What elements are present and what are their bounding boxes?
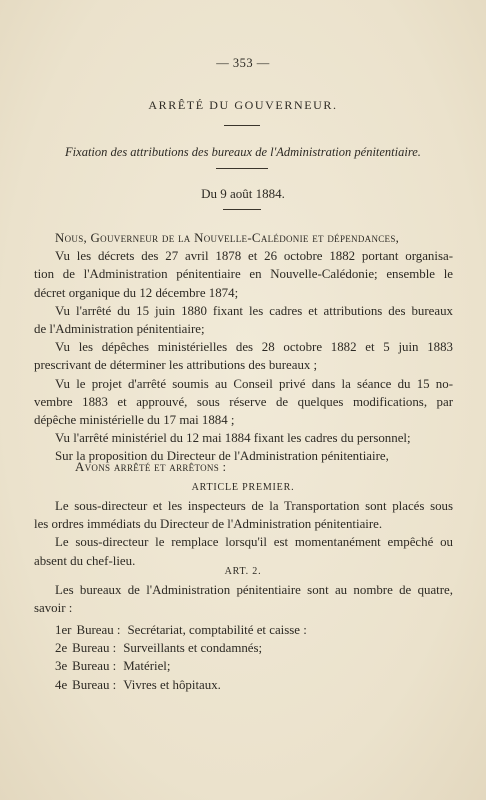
- visa-line: tion de l'Administration pénitentiaire en Nouvelle-Calédonie; ensemble le: [34, 267, 453, 282]
- decree-formula: Avons arrêté et arrêtons :: [75, 460, 227, 474]
- article2-body: [34, 581, 453, 617]
- article1-paragraph-line: absent du chef-lieu.: [34, 553, 136, 568]
- bureau-label: Bureau :: [76, 623, 121, 637]
- article1-paragraph-line: Le sous-directeur le remplace lorsqu'il est momentanément empêché ou: [55, 535, 453, 550]
- date-divider: [223, 209, 261, 210]
- bureau-item: [34, 621, 453, 639]
- visa-line: Sur la proposition du Directeur de l'Administration pénitentiaire,: [55, 449, 389, 464]
- visa-line: Vu les dépêches ministérielles des 28 octobre 1882 et 5 juin 1883: [55, 340, 453, 355]
- article2-heading: ART. 2.: [224, 566, 262, 577]
- article1-paragraph-line: les ordres immédiats du Directeur de l'Administration pénitentiaire.: [34, 517, 383, 532]
- bureau-label: Bureau :: [72, 641, 117, 656]
- article2-intro-line: Les bureaux de l'Administration pénitentiaire sont au nombre de quatre,: [55, 583, 453, 597]
- article1-heading: ARTICLE PREMIER.: [191, 482, 295, 493]
- visa-line: Vu le projet d'arrêté soumis au Conseil privé dans la séance du 15 no-: [55, 376, 453, 391]
- title-divider: [224, 125, 260, 126]
- bureau-description: Matériel;: [123, 659, 171, 674]
- article1-paragraph-line: Le sous-directeur et les inspecteurs de la Transportation sont placés sous: [55, 499, 453, 513]
- visa-line: décret organique du 12 décembre 1874;: [34, 285, 239, 300]
- page-number: — 353 —: [216, 56, 270, 70]
- article2-intro-line: savoir :: [34, 601, 73, 616]
- visa-line: Vu l'arrêté ministériel du 12 mai 1884 fixant les cadres du personnel;: [55, 431, 411, 446]
- bureau-item: [34, 639, 453, 657]
- preamble-head: Nous, Gouverneur de la Nouvelle-Calédonie et dépendances,: [55, 231, 400, 245]
- bureau-item: [34, 657, 453, 675]
- visa-line: vembre 1883 et approuvé, sous réserve de quelques modifications, par: [34, 394, 453, 409]
- visa-line: prescrivant de déterminer les attributions des bureaux ;: [34, 358, 318, 373]
- bureau-description: Surveillants et condamnés;: [123, 641, 263, 656]
- decree-subtitle: Fixation des attributions des bureaux de l'Administration pénitentiaire.: [65, 145, 421, 159]
- bureau-description: Secrétariat, comptabilité et caisse :: [127, 623, 307, 637]
- visa-line: Vu les décrets des 27 avril 1878 et 26 octobre 1882 portant organisa-: [55, 249, 453, 264]
- visa-line: Vu l'arrêté du 15 juin 1880 fixant les cadres et attributions des bureaux: [55, 303, 453, 318]
- bureau-list: [34, 621, 453, 694]
- subtitle-divider: [216, 168, 268, 169]
- bureau-number: 2e: [55, 641, 68, 656]
- bureau-number: 3e: [55, 659, 68, 674]
- visa-line: dépêche ministérielle du 17 mai 1884 ;: [34, 412, 235, 427]
- bureau-description: Vivres et hôpitaux.: [123, 677, 221, 692]
- decree-title: ARRÊTÉ DU GOUVERNEUR.: [148, 98, 338, 112]
- visa-list: [34, 247, 453, 465]
- visa-line: de l'Administration pénitentiaire;: [34, 321, 205, 336]
- bureau-number: 1er: [55, 623, 72, 637]
- bureau-label: Bureau :: [72, 677, 117, 692]
- decree-date: Du 9 août 1884.: [201, 186, 285, 201]
- preamble-block: [34, 229, 453, 465]
- article1-body: [34, 497, 453, 570]
- bureau-item: [34, 676, 453, 694]
- bureau-label: Bureau :: [72, 659, 117, 674]
- bureau-number: 4e: [55, 677, 68, 692]
- formula-block: [34, 458, 453, 476]
